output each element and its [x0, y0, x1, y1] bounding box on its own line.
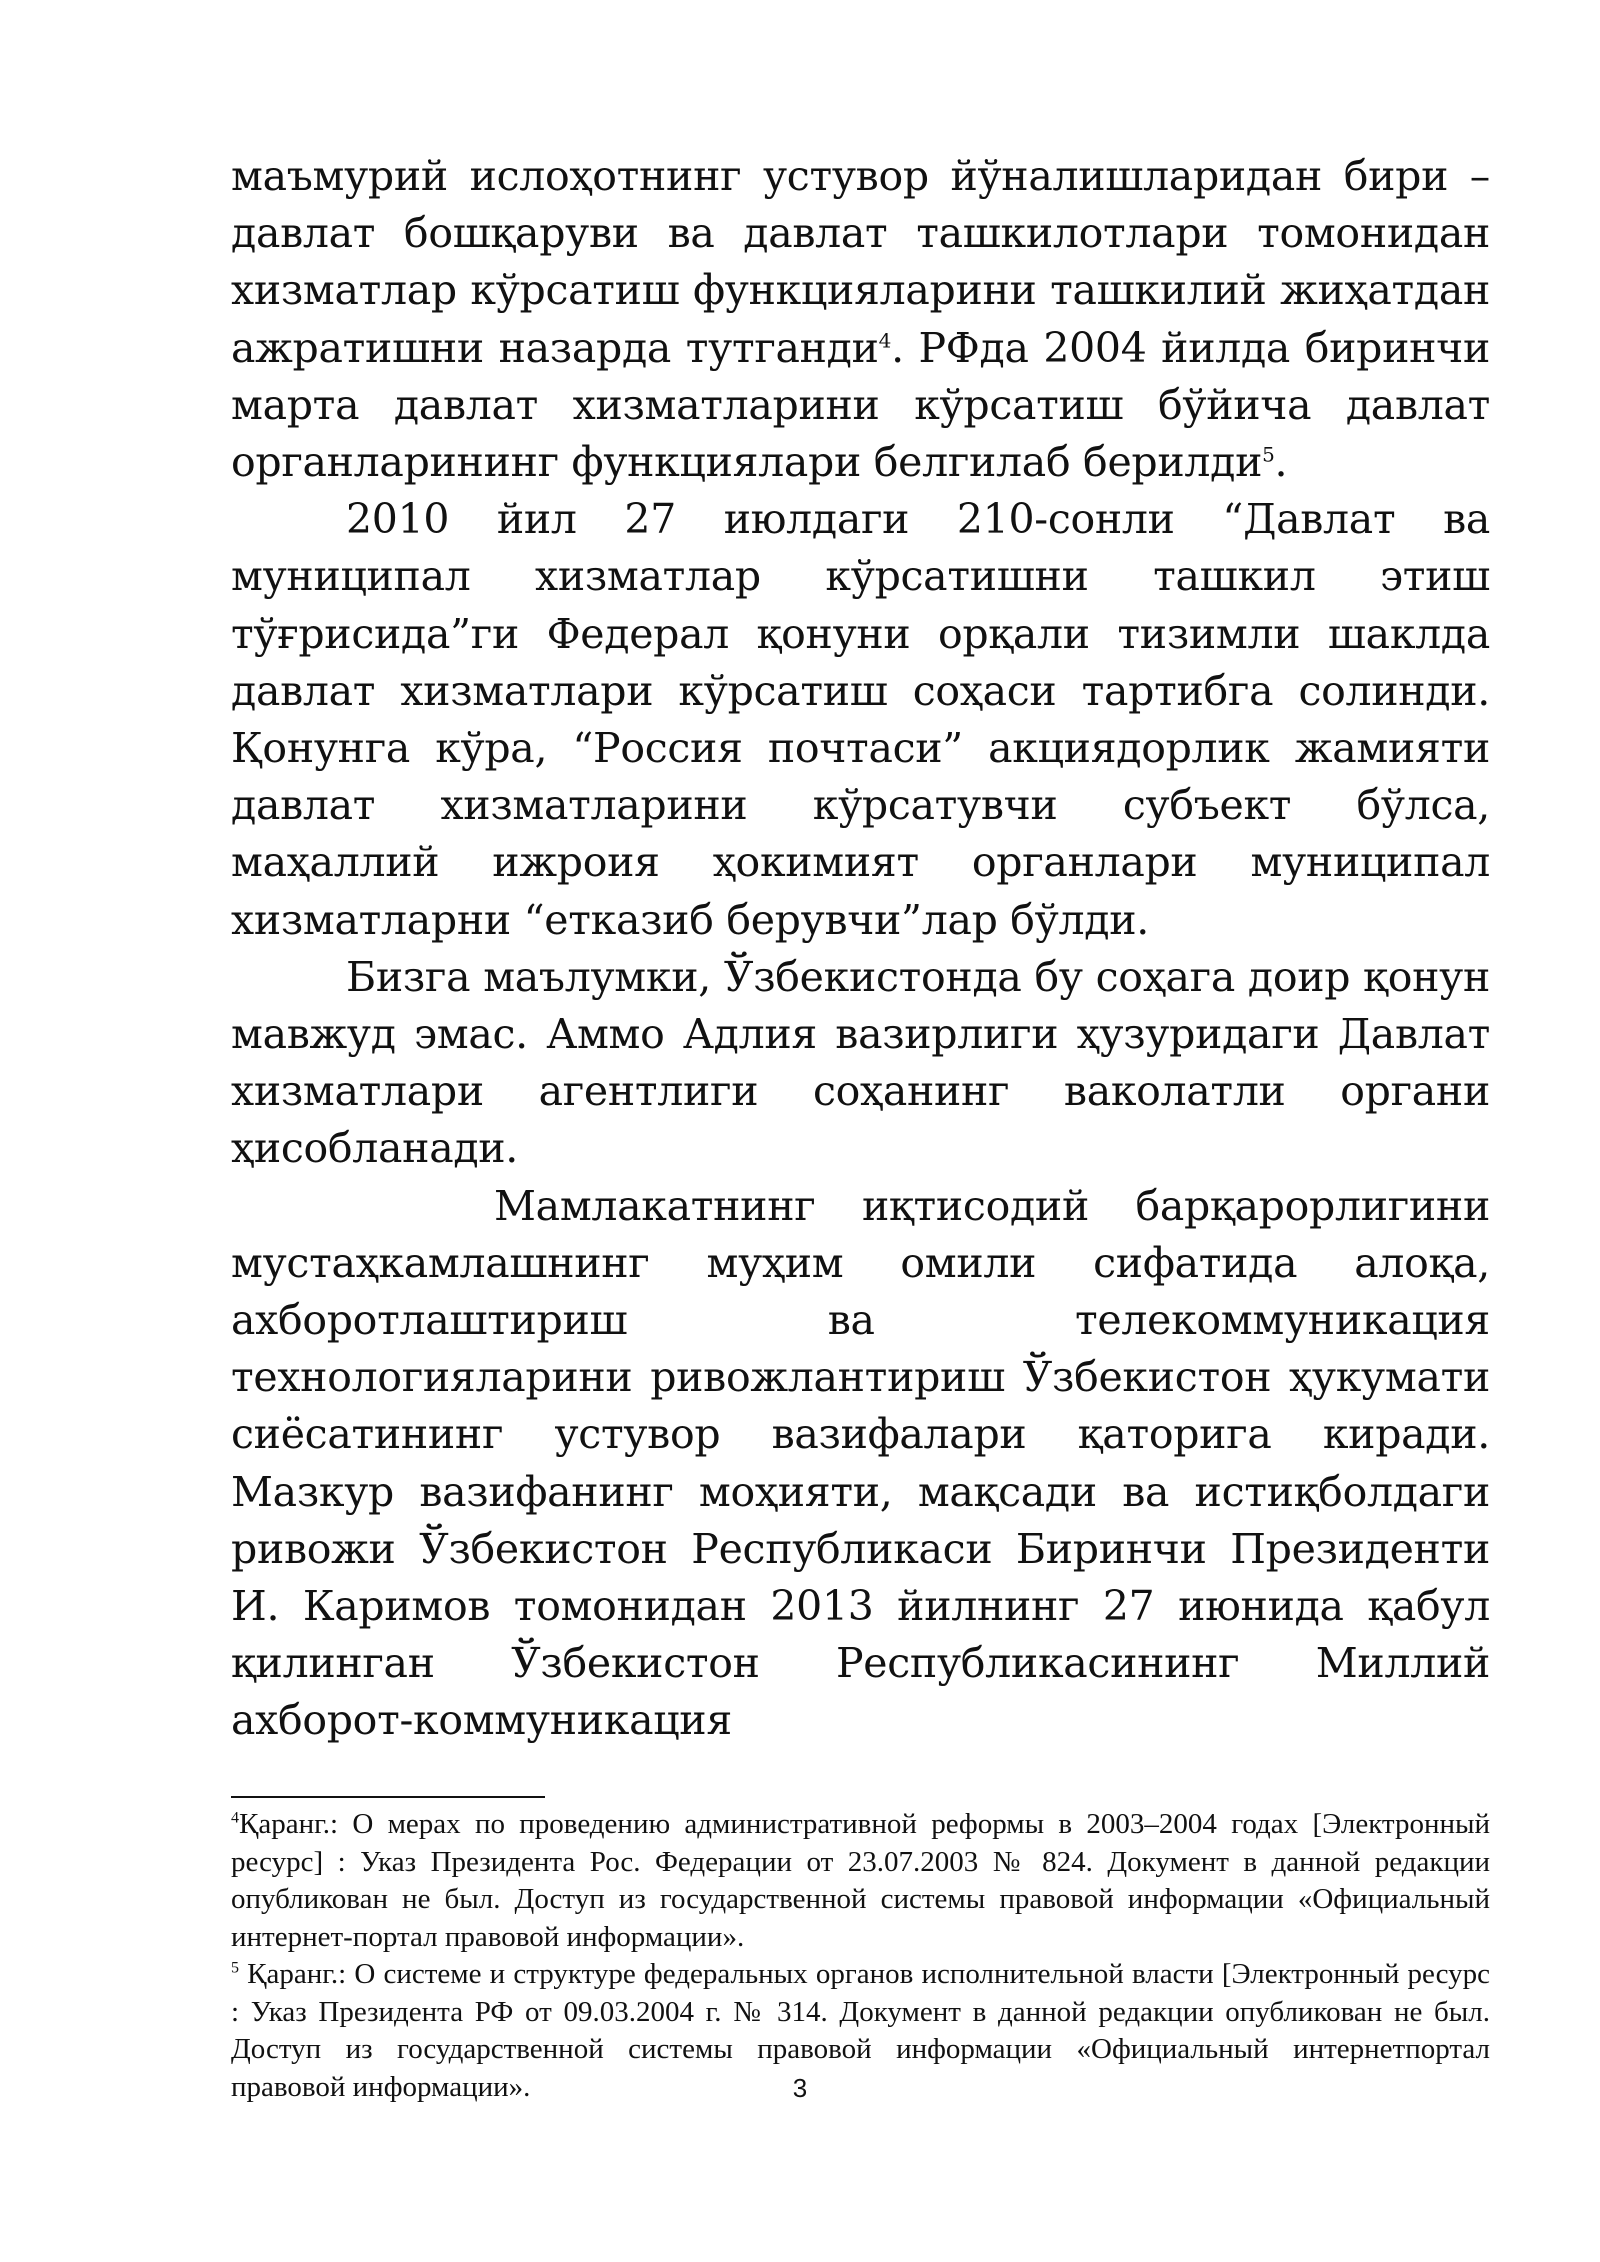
footnotes [231, 1806, 1490, 2106]
paragraph-1-part-a: маъмурий ислоҳотнинг устувор йўналишларидан бири – давлат бошқаруви ва давлат ташкилотлари томонидан хизматлар кўрсатиш функцияларини ташкилий жиҳатдан ажратишни назарда тутганди [231, 152, 1490, 372]
footnote-4-text: Қаранг.: О мерах по проведению административной реформы в 2003–2004 годах [Электронный ресурс] : Указ Президента Рос. Федерации от 23.07.2003 № 824. Документ в данной редакции опубликован не был. Доступ из государственной системы правовой информации «Официальный интернет-портал правовой информации». [231, 1808, 1490, 1953]
footnote-4 [231, 1806, 1490, 1956]
footnote-ref-5[interactable]: 5 [1262, 442, 1275, 467]
footnote-5-mark: 5 [231, 1959, 239, 1977]
paragraph-4: Мамлакатнинг иқтисодий барқарорлигини мустаҳкамлашнинг муҳим омили сифатида алоқа, ахборотлаштириш ва телекоммуникация теxнологияларини ривожлантириш Ўзбекистон ҳукумати сиёсатининг устувор вазифалари қаторига киради. Мазкур вазифанинг моҳияти, мақсади ва истиқболдаги ривожи Ўзбекистон Республикаси Биринчи Президенти И. Каримов томонидан 2013 йилнинг 27 июнида қабул қилинган Ўзбекистон Республикасининг Миллий ахборот-коммуникация [231, 1181, 1490, 1745]
paragraph-3: Бизга маълумки, Ўзбекистонда бу соҳага доир қонун мавжуд эмас. Аммо Адлия вазирлиги ҳузуридаги Давлат хизматлари агентлиги соҳанинг ваколатли органи ҳисобланади. [231, 952, 1490, 1173]
page-number: 3 [792, 2073, 808, 2103]
footnote-ref-4[interactable]: 4 [878, 327, 892, 352]
footnote-5-text: Қаранг.: О системе и структуре федеральных органов исполнительной власти [Электронный ресурс : Указ Президента РФ от 09.03.2004 г. № 314. Документ в данной редакции опубликован не был. Доступ из государственной системы правовой информации «Официальный интернетпортал правовой информации». [231, 1958, 1490, 2103]
footnote-4-mark: 4 [231, 1809, 239, 1827]
paragraph-1 [231, 148, 1490, 491]
body-text [231, 148, 1490, 1750]
paragraph-2: 2010 йил 27 июлдаги 210-сонли “Давлат ва муниципал хизматлар кўрсатишни ташкил этиш тўғрисида”ги Федерал қонуни орқали тизимли шаклда давлат хизматлари кўрсатиш соҳаси тартибга солинди. Қонунга кўра, “Россия почтаси” акциядорлик жамияти давлат хизматларини кўрсатувчи субъект бўлса, маҳаллий ижроия ҳокимият органлари муниципал хизматларни “етказиб берувчи”лар бўлди. [231, 495, 1490, 944]
paragraph-1-part-c: . [1274, 438, 1288, 487]
footnote-separator [231, 1796, 545, 1798]
paragraph-1-part-b: . РФда 2004 йилда биринчи марта давлат хизматларини кўрсатиш бўйича давлат органларининг функциялари белгилаб берилди [231, 323, 1491, 487]
